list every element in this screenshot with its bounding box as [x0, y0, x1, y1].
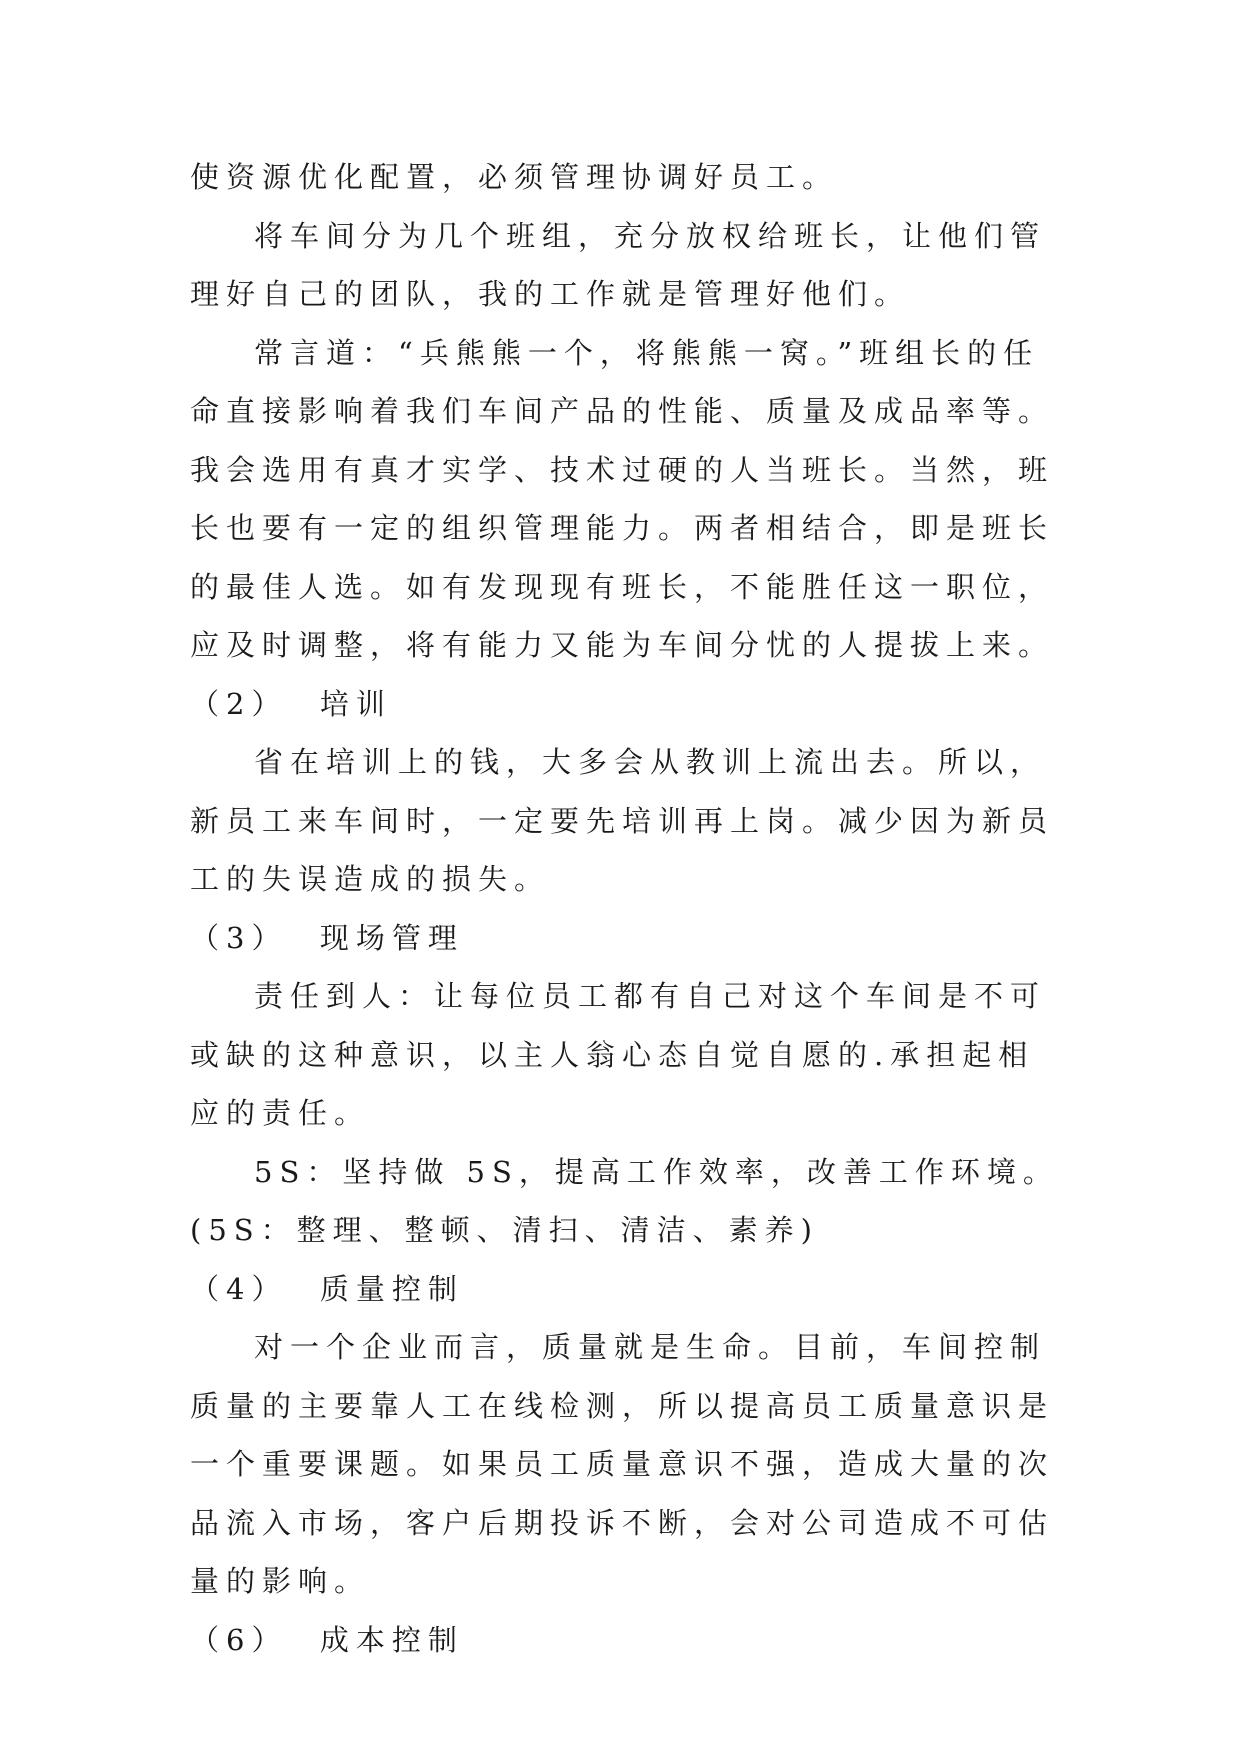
- paragraph-team-leader-selection: 常言道：“兵熊熊一个，将熊熊一窝。”班组长的任命直接影响着我们车间产品的性能、质量及成品率等。我会选用有真才实学、技术过硬的人当班长。当然，班长也要有一定的组织管理能力。两者相结合，即是班长的最佳人选。如有发现现有班长，不能胜任这一职位，应及时调整，将有能力又能为车间分忧的人提拔上来。: [190, 335, 1055, 662]
- paragraph-quality-control: 对一个企业而言，质量就是生命。目前，车间控制质量的主要靠人工在线检测，所以提高员工质量意识是一个重要课题。如果员工质量意识不强，造成大量的次品流入市场，客户后期投诉不断，会对公司造成不可估量的影响。: [190, 1330, 1055, 1598]
- section-heading-quality-control: （4） 质量控制: [190, 1271, 464, 1306]
- paragraph-team-division: 将车间分为几个班组，充分放权给班长，让他们管理好自己的团队，我的工作就是管理好他们。: [190, 218, 1047, 311]
- paragraph-5s: 5S：坚持做 5S，提高工作效率，改善工作环境。(5S：整理、整顿、清扫、清洁、素养): [190, 1154, 1059, 1247]
- document-page: [190, 148, 1070, 1669]
- paragraph-resource-allocation: 使资源优化配置，必须管理协调好员工。: [190, 160, 839, 194]
- paragraph-responsibility: 责任到人：让每位员工都有自己对这个车间是不可或缺的这种意识，以主人翁心态自觉自愿的.承担起相应的责任。: [190, 979, 1047, 1130]
- section-heading-training: （2） 培训: [190, 686, 392, 721]
- paragraph-training: 省在培训上的钱，大多会从教训上流出去。所以，新员工来车间时，一定要先培训再上岗。减少因为新员工的失误造成的损失。: [190, 745, 1055, 896]
- section-heading-cost-control: （6） 成本控制: [190, 1622, 464, 1657]
- section-heading-site-management: （3） 现场管理: [190, 920, 464, 955]
